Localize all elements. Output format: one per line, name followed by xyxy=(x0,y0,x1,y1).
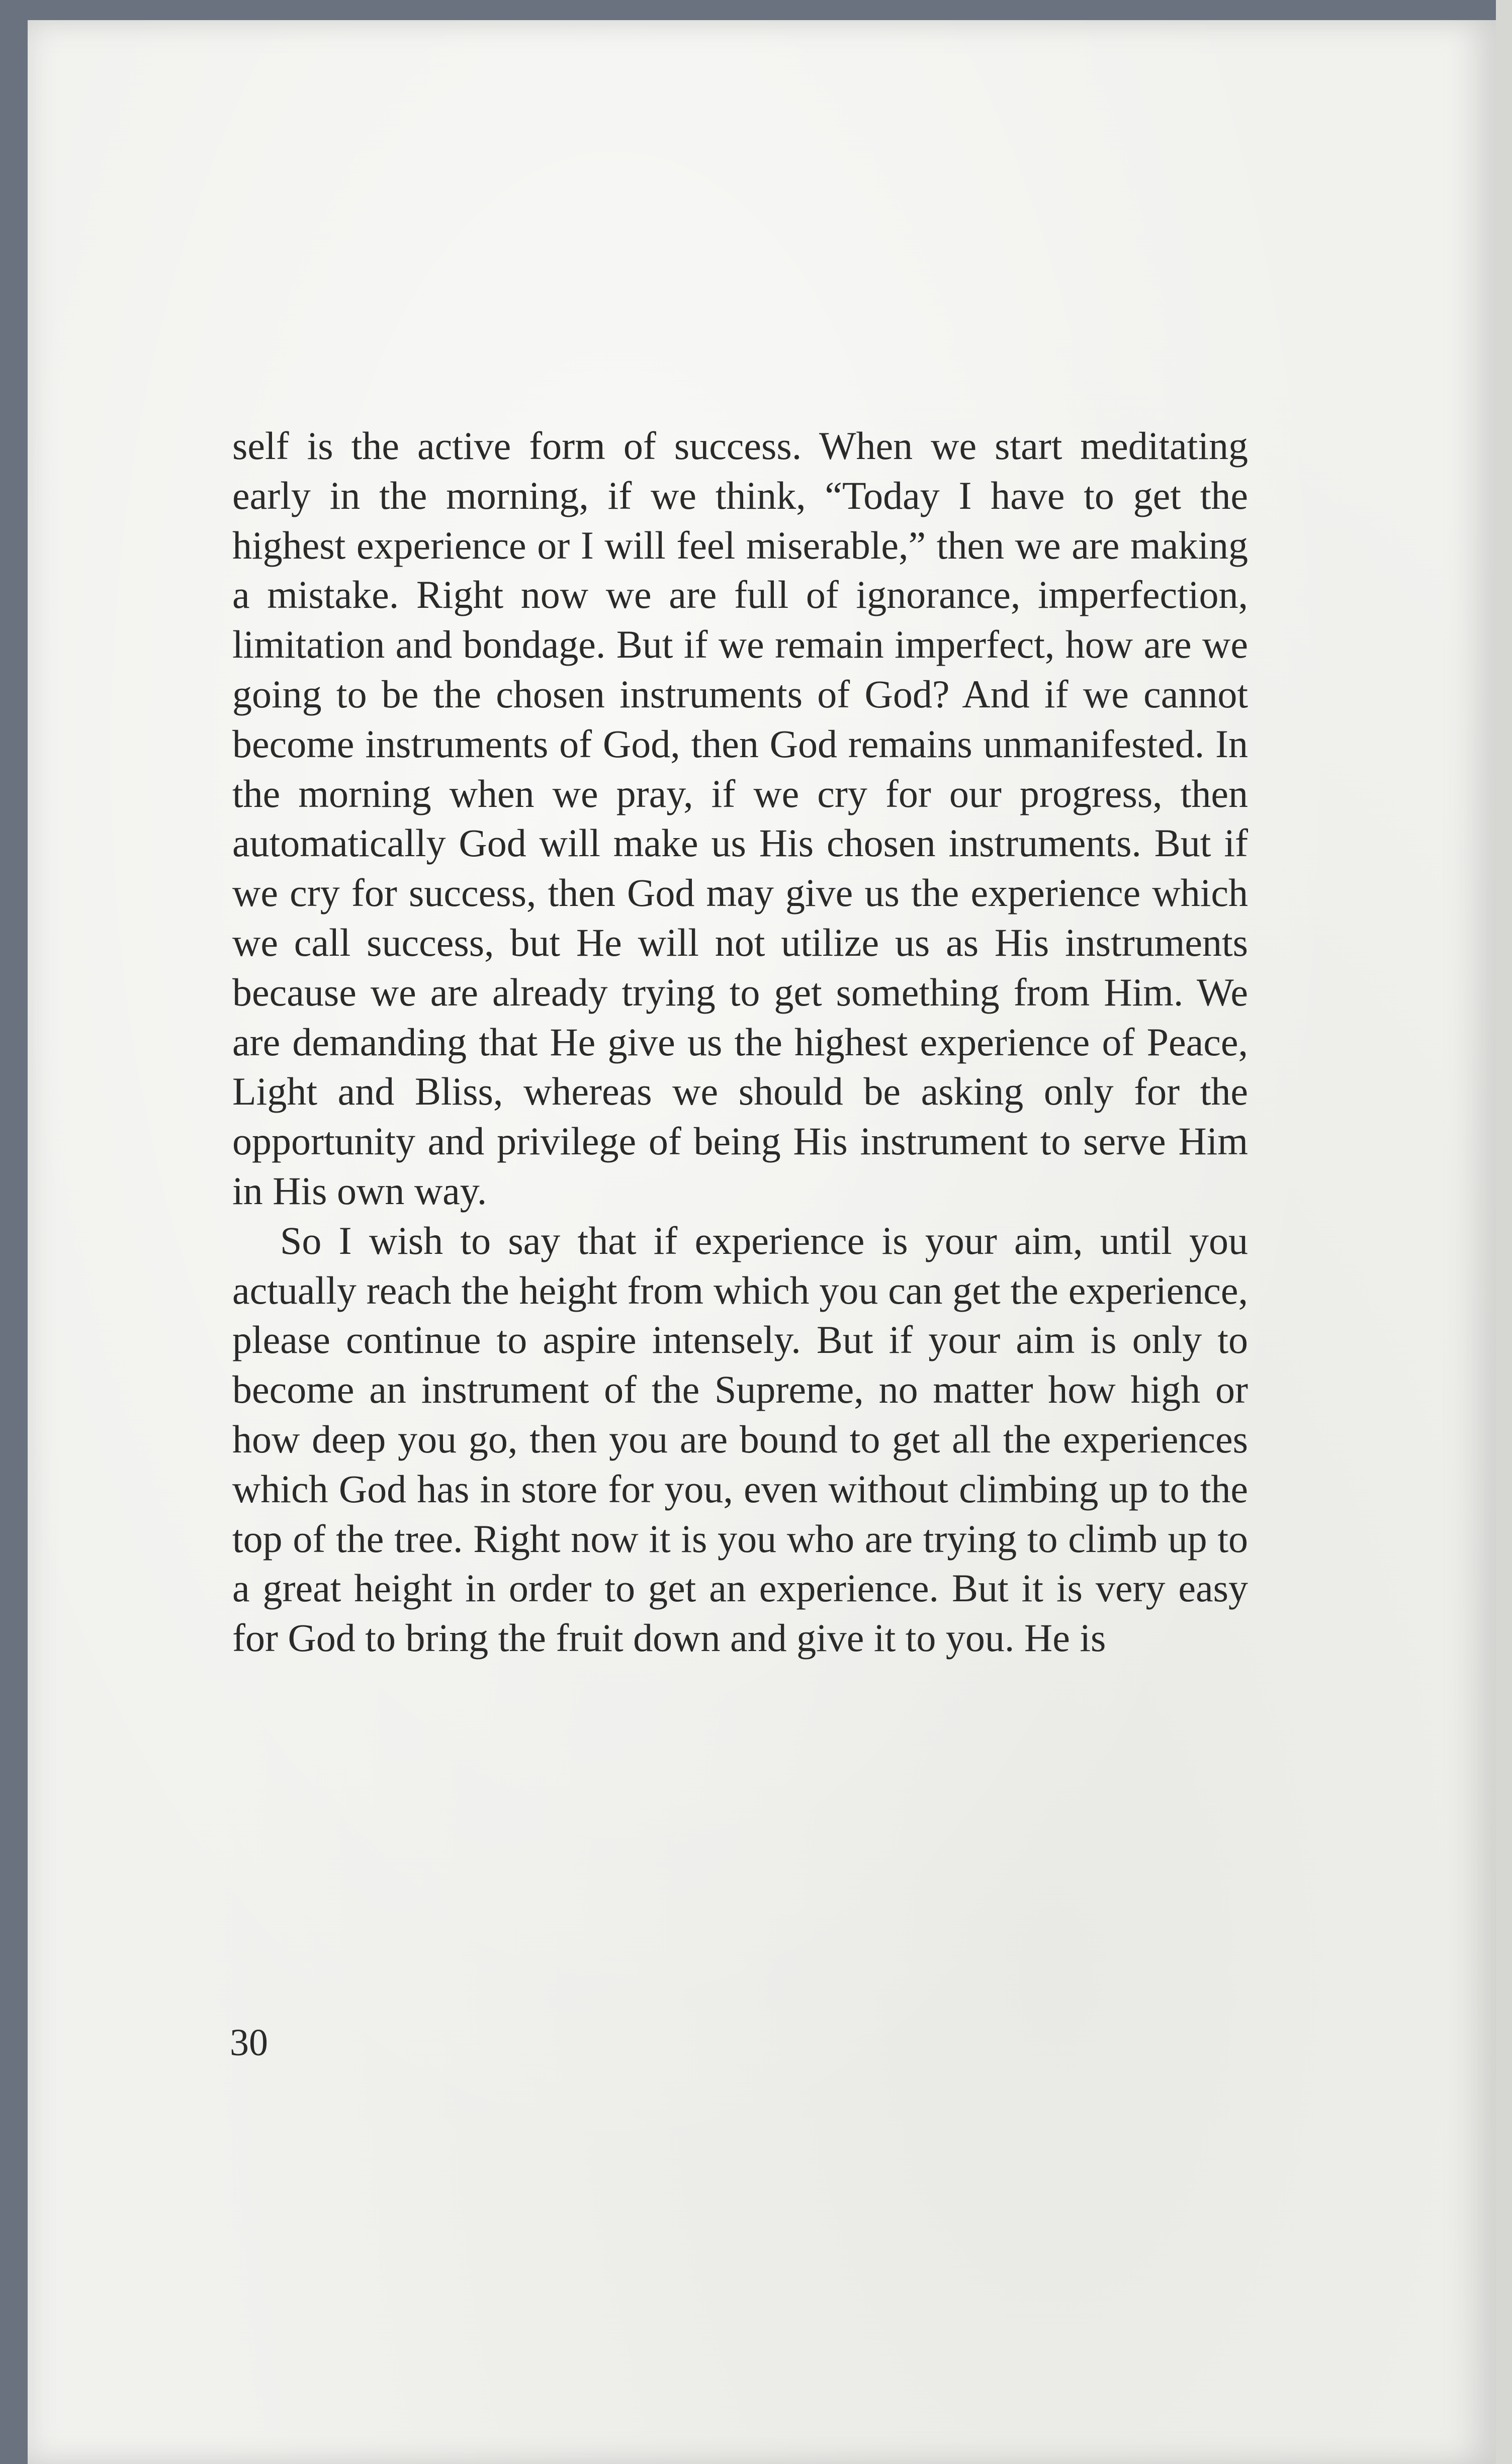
body-text xyxy=(232,421,1248,1663)
paragraph-2: So I wish to say that if experience is your aim, until you actually reach the height from which you can get the experience, please continue to aspire intensely. But if your aim is only to become an instrument of the Supreme, no matter how high or how deep you go, then you are bound to get all the experiences which God has in store for you, even without climbing up to the top of the tree. Right now it is you who are trying to climb up to a great height in order to get an experience. But it is very easy for God to bring the fruit down and give it to you. He is xyxy=(232,1218,1248,1660)
page-number: 30 xyxy=(230,2022,268,2064)
paragraph-1: self is the active form of success. When we start meditating early in the morning, if we think, “Today I have to get the highest experience or I will feel miserable,” then we are making a mistake. Right now we are full of ignorance, imperfection, limitation and bondage. But if we remain imperfect, how are we going to be the chosen instruments of God? And if we cannot become instruments of God, then God remains unmanifested. In the morning when we pray, if we cry for our progress, then automatically God will make us His chosen instruments. But if we cry for success, then God may give us the experience which we call success, but He will not utilize us as His instruments because we are already trying to get something from Him. We are demanding that He give us the highest experience of Peace, Light and Bliss, whereas we should be asking only for the opportunity and privilege of being His instrument to serve Him in His own way. xyxy=(232,424,1248,1213)
page-edge xyxy=(1496,0,1512,2464)
